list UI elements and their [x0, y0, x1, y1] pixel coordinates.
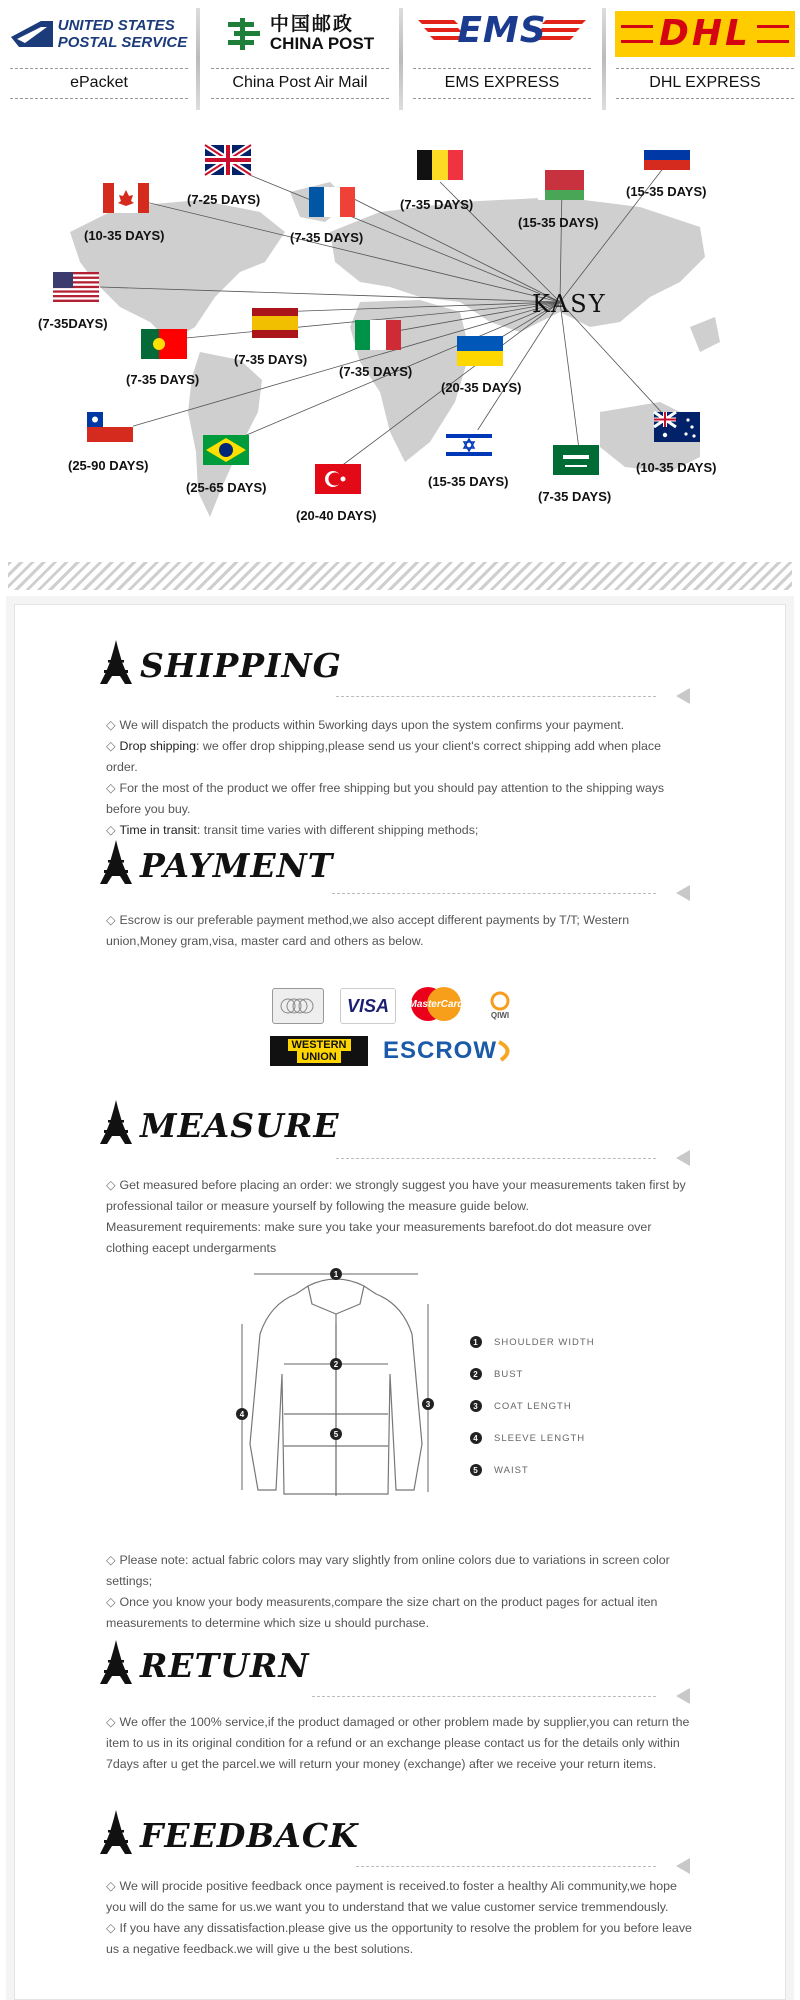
feedback-text: ◇ We will procide positive feedback once payment is received.to foster a healthy Ali community,we hope you will do the same for us.we want you to understand that we value customer service tremmendously. ◇ If you have any dissatisfaction.please give us the opportunity to resolve the problem for you before leave us a negative feedback.we will give u the best solutions. [106, 1879, 692, 1956]
carrier-china-post [205, 6, 395, 106]
payment-text: ◇ Escrow is our preferable payment method,we also accept different payments by T/T; Western union,Money gram,visa, master card and others as below. [106, 913, 630, 948]
carrier-name: China Post Air Mail [232, 74, 368, 91]
days-ukraine: (20-35 DAYS) [441, 380, 522, 395]
escrow-logo: ESCROW [380, 1034, 518, 1068]
days-israel: (15-35 DAYS) [428, 474, 509, 489]
days-saudi-arabia: (7-35 DAYS) [538, 489, 612, 504]
flag-chile-icon [87, 412, 133, 442]
carrier-ems [407, 6, 597, 106]
qiwi-logo: QIWI [482, 986, 518, 1024]
bank-card-icon [278, 996, 318, 1016]
days-brazil: (25-65 DAYS) [186, 480, 267, 495]
shipping-heading [96, 640, 342, 684]
usps-logo [4, 6, 194, 62]
flag-france-icon [309, 187, 355, 217]
usps-eagle-icon [11, 19, 53, 49]
svg-text:4: 4 [239, 1410, 245, 1419]
flag-russia-icon [644, 140, 690, 170]
legend-item: 1 SHOULDER WIDTH [470, 1326, 670, 1358]
return-text: ◇ We offer the 100% service,if the product damaged or other problem made by supplier,you can return the item to us in its original condition for a refund or an exchange please contact us for the details only within 7days after u get the parcel.we will return your money (exchange) after we receive your return items. [106, 1715, 690, 1771]
carrier-name: ePacket [70, 74, 128, 91]
flag-canada-icon [103, 183, 149, 213]
flag-israel-icon [446, 430, 492, 460]
eiffel-tower-icon [96, 1640, 136, 1684]
days-chile: (25-90 DAYS) [68, 458, 149, 473]
payment-title: PAYMENT [140, 846, 334, 885]
legend-item: 4 SLEEVE LENGTH [470, 1422, 670, 1454]
usps-line1: UNITED STATES [57, 17, 175, 34]
days-russia: (15-35 DAYS) [626, 184, 707, 199]
section-arrow-icon [676, 1150, 690, 1166]
payment-heading [96, 840, 333, 884]
china-post-en: CHINA POST [269, 34, 375, 53]
legend-item: 5 WAIST [470, 1454, 670, 1486]
shipping-map [0, 112, 800, 552]
days-spain: (7-35 DAYS) [234, 352, 308, 367]
days-portugal: (7-35 DAYS) [126, 372, 200, 387]
feedback-title: FEEDBACK [140, 1816, 359, 1855]
days-belarus: (15-35 DAYS) [518, 215, 599, 230]
measure-legend [470, 1326, 670, 1486]
days-uk: (7-25 DAYS) [187, 192, 261, 207]
carrier-name: DHL EXPRESS [649, 74, 761, 91]
flag-belgium-icon [417, 150, 463, 180]
china-post-logo [205, 6, 395, 62]
world-map-graphic [0, 112, 800, 552]
ems-wordmark: EMS [457, 10, 547, 51]
days-canada: (10-35 DAYS) [84, 228, 165, 243]
visa-logo: VISA [340, 988, 396, 1024]
measure-heading [96, 1100, 339, 1144]
china-post-cn: 中国邮政 [269, 13, 354, 35]
days-italy: (7-35 DAYS) [339, 364, 413, 379]
escrow-swoosh-icon [497, 1040, 515, 1062]
usps-line2: POSTAL SERVICE [57, 34, 188, 51]
stripe-divider [8, 562, 792, 590]
svg-text:3: 3 [425, 1400, 431, 1409]
flag-turkey-icon [315, 464, 361, 494]
western-union-logo: WESTERN UNION [270, 1036, 368, 1066]
days-australia: (10-35 DAYS) [636, 460, 717, 475]
flag-belarus-icon [538, 170, 584, 200]
section-arrow-icon [676, 688, 690, 704]
eiffel-tower-icon [96, 1100, 136, 1144]
flag-saudi-arabia-icon [553, 445, 599, 475]
eiffel-tower-icon [96, 640, 136, 684]
carrier-bar [0, 0, 800, 112]
days-belgium: (7-35 DAYS) [400, 197, 474, 212]
shipping-text: ◇ We will dispatch the products within 5working days upon the system confirms your payment. ◇ Drop shipping: we offer drop shipping,please send us your client's correct shipping add when place order. ◇ For the most of the product we offer free shipping but you should pay attention to the shipping ways before you buy. ◇ Time in transit: transit time varies with different shipping methods; [106, 718, 665, 837]
days-usa: (7-35DAYS) [38, 316, 108, 331]
carrier-dhl [610, 6, 800, 106]
return-title: RETURN [140, 1646, 310, 1685]
section-arrow-icon [676, 885, 690, 901]
days-france: (7-35 DAYS) [290, 230, 364, 245]
eiffel-tower-icon [96, 1810, 136, 1854]
china-post-icon [226, 16, 264, 52]
dhl-wordmark: DHL [653, 15, 757, 53]
svg-text:5: 5 [333, 1430, 339, 1439]
section-arrow-icon [676, 1858, 690, 1874]
coat-measure-diagram [226, 1264, 446, 1514]
flag-ukraine-icon [457, 336, 503, 366]
flag-brazil-icon [203, 435, 249, 465]
flag-spain-icon [252, 308, 298, 338]
carrier-name: EMS EXPRESS [444, 74, 560, 91]
shipping-title: SHIPPING [140, 646, 342, 685]
ems-logo [407, 6, 597, 62]
section-arrow-icon [676, 1688, 690, 1704]
dhl-logo [610, 6, 800, 62]
measure-text: ◇ Get measured before placing an order: we strongly suggest you have your measurements taken first by professional tailor or measure yourself by following the measure guide below. Measurement requirements: make sure you take your measurements barefoot.do dot measure over clothing eacept undergarments [106, 1178, 686, 1255]
legend-item: 2 BUST [470, 1358, 670, 1390]
svg-text:1: 1 [333, 1270, 339, 1279]
qiwi-icon [490, 991, 510, 1011]
flag-usa-icon [53, 272, 99, 302]
flag-italy-icon [355, 320, 401, 350]
eiffel-tower-icon [96, 840, 136, 884]
flag-australia-icon [654, 412, 700, 442]
days-turkey: (20-40 DAYS) [296, 508, 377, 523]
measure-notes: ◇ Please note: actual fabric colors may vary slightly from online colors due to variations in screen color settings; ◇ Once you know your body measurents,compare the size chart on the product pages for actual iten measurements to determine which size u should purchase. [106, 1553, 670, 1630]
svg-text:2: 2 [333, 1360, 339, 1369]
measure-title: MEASURE [140, 1106, 340, 1145]
mastercard-logo: MasterCard [406, 984, 466, 1024]
flag-uk-icon [205, 145, 251, 175]
bank-card-logo [272, 988, 324, 1024]
map-hub-label: KASY [532, 290, 607, 318]
legend-item: 3 COAT LENGTH [470, 1390, 670, 1422]
return-heading [96, 1640, 310, 1684]
carrier-usps [4, 6, 194, 106]
feedback-heading [96, 1810, 359, 1854]
flag-portugal-icon [141, 329, 187, 359]
